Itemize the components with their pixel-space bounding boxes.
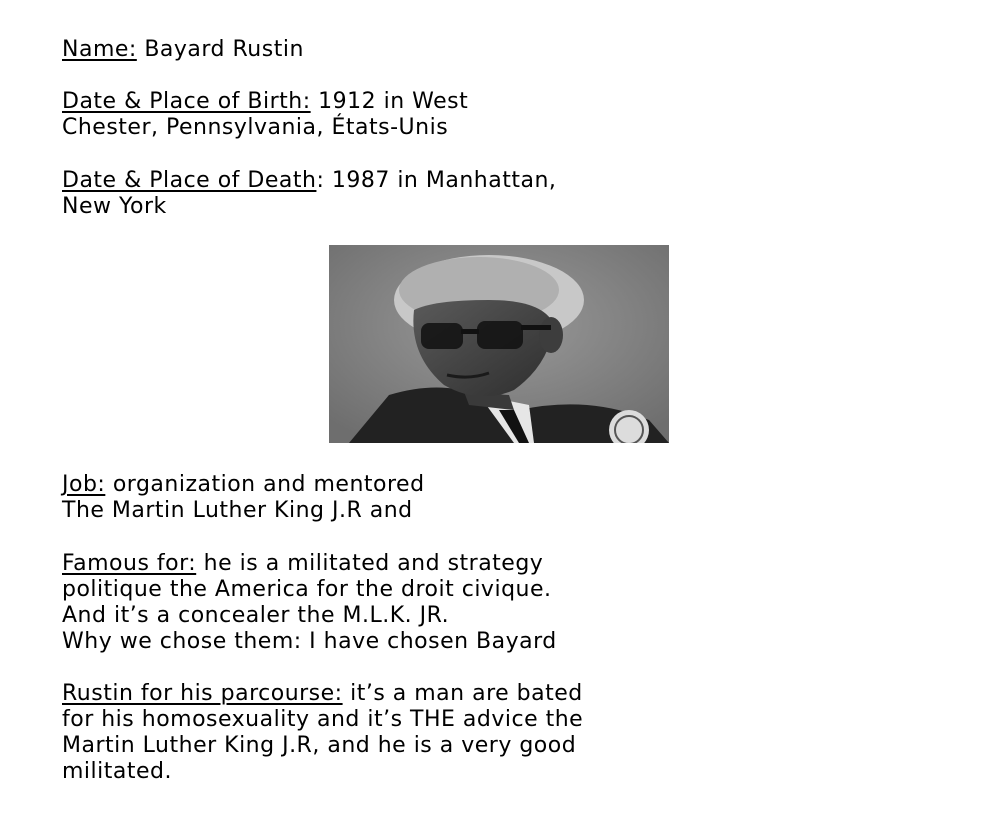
job-value-line2: The Martin Luther King J.R and [62,498,413,523]
birth-field [62,89,468,141]
name-field [62,37,304,63]
reason-value-line3: Martin Luther King J.R, and he is a very good [62,733,577,758]
famous-label: Famous for: [62,551,197,576]
reason-field [62,681,583,785]
reason-value-line4: militated. [62,759,172,784]
name-label: Name: [62,37,137,62]
portrait-photo [329,245,669,443]
famous-field [62,551,557,655]
name-value: Bayard Rustin [136,37,304,62]
death-value-line2: New York [62,194,167,219]
reason-label: Rustin for his parcourse: [62,681,343,706]
death-field [62,168,556,220]
reason-value-line1: it’s a man are bated [342,681,583,706]
famous-value-line3: And it’s a concealer the M.L.K. JR. [62,603,450,628]
birth-label: Date & Place of Birth: [62,89,311,114]
job-label: Job: [62,472,106,497]
famous-value-line1: he is a militated and strategy [196,551,544,576]
job-field [62,472,425,524]
famous-value-line2: politique the America for the droit civique. [62,577,552,602]
birth-value-line1: 1912 in West [310,89,469,114]
reason-value-line2: for his homosexuality and it’s THE advice the [62,707,584,732]
death-label: Date & Place of Death [62,168,317,193]
birth-value-line2: Chester, Pennsylvania, États-Unis [62,115,449,140]
famous-value-line4: Why we chose them: I have chosen Bayard [62,629,557,654]
job-value-line1: organization and mentored [105,472,425,497]
death-value-line1: : 1987 in Manhattan, [316,168,557,193]
portrait-illustration [329,245,669,443]
